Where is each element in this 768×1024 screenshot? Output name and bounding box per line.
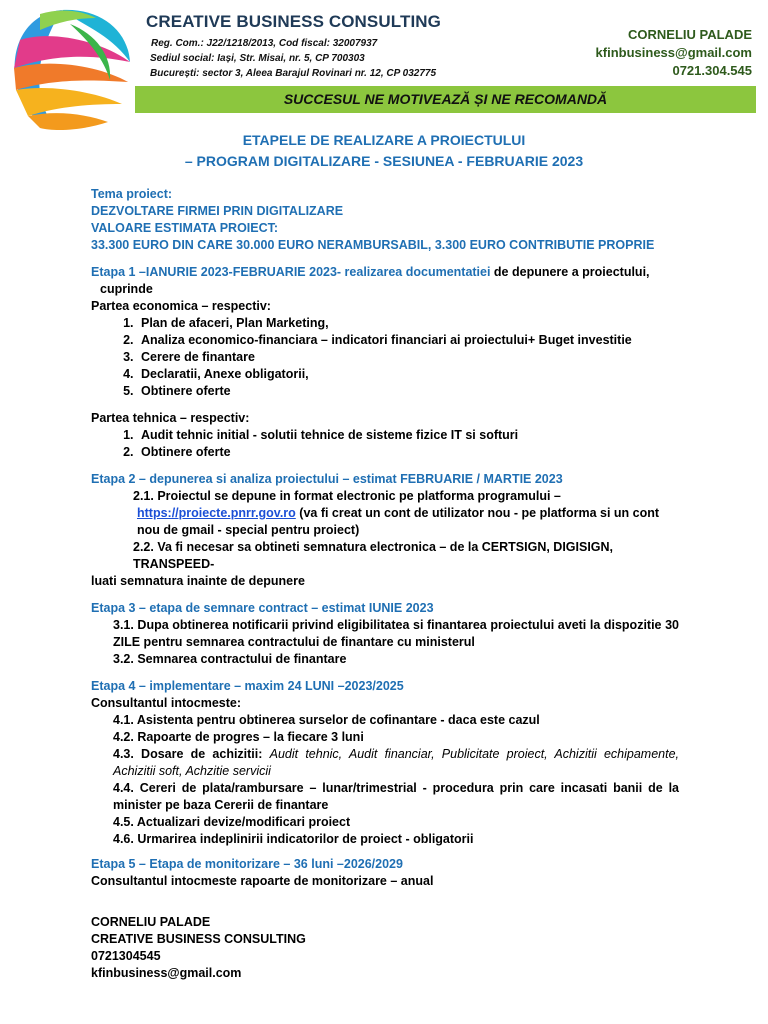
etapa5-heading: Etapa 5 – Etapa de monitorizare – 36 luni –2026/2029 bbox=[91, 857, 403, 871]
title-line-2: – PROGRAM DIGITALIZARE - SESIUNEA - FEBRUARIE 2023 bbox=[184, 153, 584, 169]
etapa4-item: 4.5. Actualizari devize/modificari proiect bbox=[113, 815, 351, 829]
etapa4-item: 4.2. Rapoarte de progres – la fiecare 3 luni bbox=[113, 730, 364, 744]
pnrr-link[interactable]: https://proiecte.pnrr.gov.ro bbox=[137, 506, 296, 520]
tehnica-label: Partea tehnica – respectiv: bbox=[91, 411, 250, 425]
achizitii-list: Audit tehnic, Audit financiar, Publicitate proiect, Achizitii echipamente, Achizitii soft, Achzitie servicii bbox=[113, 747, 680, 778]
etapa1-heading-blue: Etapa 1 –IANURIE 2023-FEBRUARIE 2023- realizarea documentatiei bbox=[91, 265, 491, 279]
valoare-value: 33.300 EURO DIN CARE 30.000 EURO NERAMBURSABIL, 3.300 EURO CONTRIBUTIE PROPRIE bbox=[91, 238, 655, 252]
tehnica-list bbox=[91, 427, 679, 461]
company-registration bbox=[150, 36, 436, 81]
signature-phone: 0721304545 bbox=[91, 949, 161, 963]
etapa3-p1: 3.1. Dupa obtinerea notificarii privind eligibilitatea si finantarea proiectului aveti la dispozitie 30 ZILE pentru semnarea contractului de finantare cu ministerul bbox=[113, 618, 679, 649]
economic-list bbox=[91, 315, 679, 400]
etapa1-heading bbox=[91, 264, 679, 281]
achizitii-label: 4.3. Dosare de achizitii: bbox=[113, 747, 270, 761]
economic-label: Partea economica – respectiv: bbox=[91, 299, 271, 313]
etapa2-p2-cont: luati semnatura inainte de depunere bbox=[91, 574, 305, 588]
sediu-line: Sediul social: Iași, Str. Misai, nr. 5, CP 700303 bbox=[150, 53, 365, 64]
signature-name: CORNELIU PALADE bbox=[91, 915, 211, 929]
signature-company: CREATIVE BUSINESS CONSULTING bbox=[91, 932, 306, 946]
etapa2-heading: Etapa 2 – depunerea si analiza proiectului – estimat FEBRUARIE / MARTIE 2023 bbox=[91, 472, 563, 486]
etapa4-heading: Etapa 4 – implementare – maxim 24 LUNI –2023/2025 bbox=[91, 679, 404, 693]
title-line-1: ETAPELE DE REALIZARE A PROIECTULUI bbox=[242, 132, 526, 148]
list-item: 2. Analiza economico-financiara – indicatori financiari ai proiectului+ Buget investitie bbox=[137, 332, 679, 349]
list-item: 2. Obtinere oferte bbox=[137, 444, 679, 461]
tema-value: DEZVOLTARE FIRMEI PRIN DIGITALIZARE bbox=[91, 204, 344, 218]
contact-name: CORNELIU PALADE bbox=[628, 27, 752, 42]
company-logo bbox=[0, 0, 150, 140]
etapa2-p1-cont: (va fi creat un cont de utilizator nou - pe platforma si un cont bbox=[295, 506, 660, 520]
motto-text: SUCCESUL NE MOTIVEAZĂ ȘI NE RECOMANDĂ bbox=[283, 91, 608, 107]
etapa2-p1: 2.1. Proiectul se depune in format electronic pe platforma programului – bbox=[133, 489, 561, 503]
contact-block bbox=[596, 26, 752, 80]
document-body bbox=[91, 186, 679, 982]
signature-email: kfinbusiness@gmail.com bbox=[91, 966, 242, 980]
company-name: CREATIVE BUSINESS CONSULTING bbox=[146, 12, 441, 31]
etapa1-heading-rest: de depunere a proiectului, bbox=[490, 265, 650, 279]
etapa2-p1-link-line bbox=[91, 505, 679, 522]
list-item: 1. Audit tehnic initial - solutii tehnice de sisteme fizice IT si softuri bbox=[137, 427, 679, 444]
tema-label: Tema proiect: bbox=[91, 187, 173, 201]
etapa2-p1-cont2: nou de gmail - special pentru proiect) bbox=[137, 523, 360, 537]
list-item: 4. Declaratii, Anexe obligatorii, bbox=[137, 366, 679, 383]
etapa4-item: 4.6. Urmarirea indeplinirii indicatorilor de proiect - obligatorii bbox=[113, 832, 474, 846]
list-item: 3. Cerere de finantare bbox=[137, 349, 679, 366]
etapa4-item: 4.1. Asistenta pentru obtinerea surselor de cofinantare - daca este cazul bbox=[113, 713, 540, 727]
document-title bbox=[0, 130, 768, 172]
etapa3-heading: Etapa 3 – etapa de semnare contract – estimat IUNIE 2023 bbox=[91, 601, 434, 615]
list-item: 1. Plan de afaceri, Plan Marketing, bbox=[137, 315, 679, 332]
contact-phone: 0721.304.545 bbox=[672, 63, 752, 78]
etapa4-item-achizitii bbox=[91, 746, 679, 780]
etapa4-intro: Consultantul intocmeste: bbox=[91, 696, 242, 710]
list-item: 5. Obtinere oferte bbox=[137, 383, 679, 400]
etapa5-text: Consultantul intocmeste rapoarte de monitorizare – anual bbox=[91, 874, 434, 888]
etapa2-p2: 2.2. Va fi necesar sa obtineti semnatura electronica – de la CERTSIGN, DIGISIGN, TRANSPEED- bbox=[133, 540, 614, 571]
reg-line: Reg. Com.: J22/1218/2013, Cod fiscal: 32007937 bbox=[151, 38, 378, 49]
etapa3-p2: 3.2. Semnarea contractului de finantare bbox=[113, 652, 347, 666]
bucuresti-line: București: sector 3, Aleea Barajul Rovinari nr. 12, CP 032775 bbox=[150, 68, 437, 79]
etapa1-heading-cont: cuprinde bbox=[100, 282, 153, 296]
contact-email: kfinbusiness@gmail.com bbox=[595, 45, 752, 60]
valoare-label: VALOARE ESTIMATA PROIECT: bbox=[91, 221, 279, 235]
etapa4-item: 4.4. Cereri de plata/rambursare – lunar/trimestrial - procedura prin care incasati banii de la minister pe baza Cererii de finantare bbox=[113, 781, 679, 812]
